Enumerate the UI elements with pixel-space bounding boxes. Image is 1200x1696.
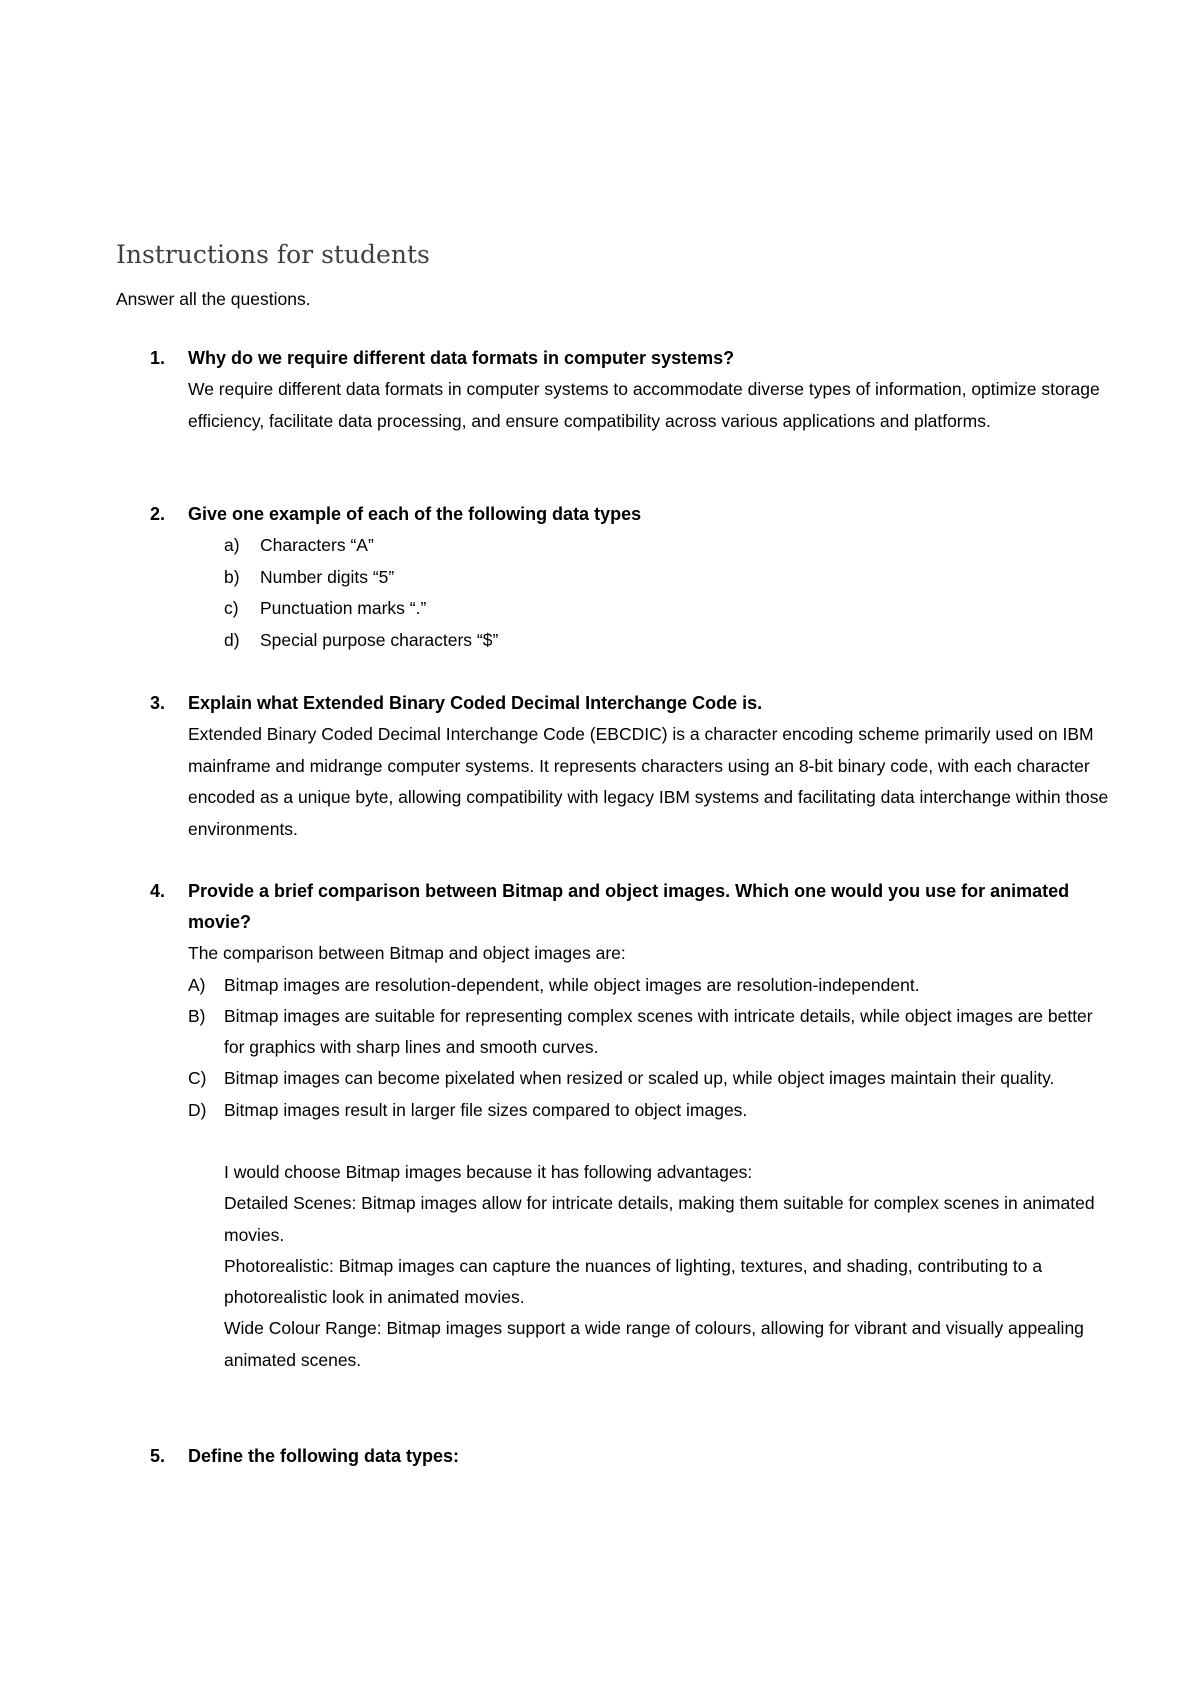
question-number: 2. [150,504,166,524]
list-item-label: C) [188,1068,207,1089]
question-4-title [116,876,1116,938]
intro-text: Answer all the questions. [116,289,311,309]
question-3-title [116,688,1116,719]
list-item-label: b) [224,566,240,587]
question-text: Explain what Extended Binary Coded Decimal Interchange Code is. [188,693,763,713]
list-item-text: Punctuation marks “.” [260,598,427,618]
advantage-item: Wide Colour Range: Bitmap images support a wide range of colours, allowing for vibrant and visually appealing animated scenes. [224,1318,1084,1370]
list-item-text: Characters “A” [260,535,374,555]
question-4 [116,876,1116,1376]
list-item-text: Bitmap images can become pixelated when resized or scaled up, while object images maintain their quality. [224,1068,1055,1089]
list-item-label: a) [224,535,240,555]
question-number: 4. [150,881,166,901]
advantage-item: Detailed Scenes: Bitmap images allow for intricate details, making them suitable for complex scenes in animated movies. [224,1193,1095,1245]
list-item-label: d) [224,629,240,650]
list-item-text: Number digits “5” [260,566,395,587]
list-item [116,593,1116,625]
question-5-title [116,1441,1116,1472]
answer-1: We require different data formats in computer systems to accommodate diverse types of information, optimize storage efficiency, facilitate data processing, and ensure compatibility across various applications and platforms. [188,379,1100,431]
list-item-label: c) [224,598,239,618]
list-item [116,1001,1116,1064]
question-text: Why do we require different data formats in computer systems? [188,348,735,368]
answer-3: Extended Binary Coded Decimal Interchange Code (EBCDIC) is a character encoding scheme primarily used on IBM mainframe and midrange computer systems. It represents characters using an 8-bit binary code, with each character encoded as a unique byte, allowing compatibility with legacy IBM systems and facilitating data interchange within those environments. [188,724,1109,839]
list-item [116,625,1116,657]
question-number: 5. [150,1446,166,1466]
list-item-text: Bitmap images result in larger file sizes compared to object images. [224,1099,748,1120]
list-item-label: B) [188,1005,206,1026]
list-item-text: Bitmap images are suitable for representing complex scenes with intricate details, while object images are better for graphics with sharp lines and smooth curves. [224,1005,1093,1058]
question-number: 3. [150,693,166,713]
question-1 [116,343,1116,437]
question-text: Give one example of each of the following data types [188,504,642,524]
comparison-intro: The comparison between Bitmap and object images are: [188,943,626,963]
question-2-title [116,499,1116,530]
list-item-label: D) [188,1099,207,1120]
list-item [116,562,1116,594]
question-2 [116,499,1116,656]
spacer [116,1126,1116,1157]
question-5 [116,1441,1116,1472]
question-1-title [116,343,1116,374]
list-item-text: Bitmap images are resolution-dependent, while object images are resolution-independent. [224,974,920,995]
question-number: 1. [150,348,166,368]
question-text: Provide a brief comparison between Bitmap and object images. Which one would you use for animated movie? [188,881,1070,932]
list-item [116,1063,1116,1094]
list-item [116,530,1116,562]
question-3 [116,688,1116,845]
advantage-item: Photorealistic: Bitmap images can capture the nuances of lighting, textures, and shading, contributing to a photorealistic look in animated movies. [224,1255,1043,1308]
list-item-label: A) [188,974,206,995]
list-item [116,970,1116,1001]
list-item-text: Special purpose characters “$” [260,629,499,650]
page-title: Instructions for students [116,240,430,269]
choice-intro: I would choose Bitmap images because it has following advantages: [224,1161,753,1182]
question-text: Define the following data types: [188,1446,460,1466]
list-item [116,1095,1116,1126]
